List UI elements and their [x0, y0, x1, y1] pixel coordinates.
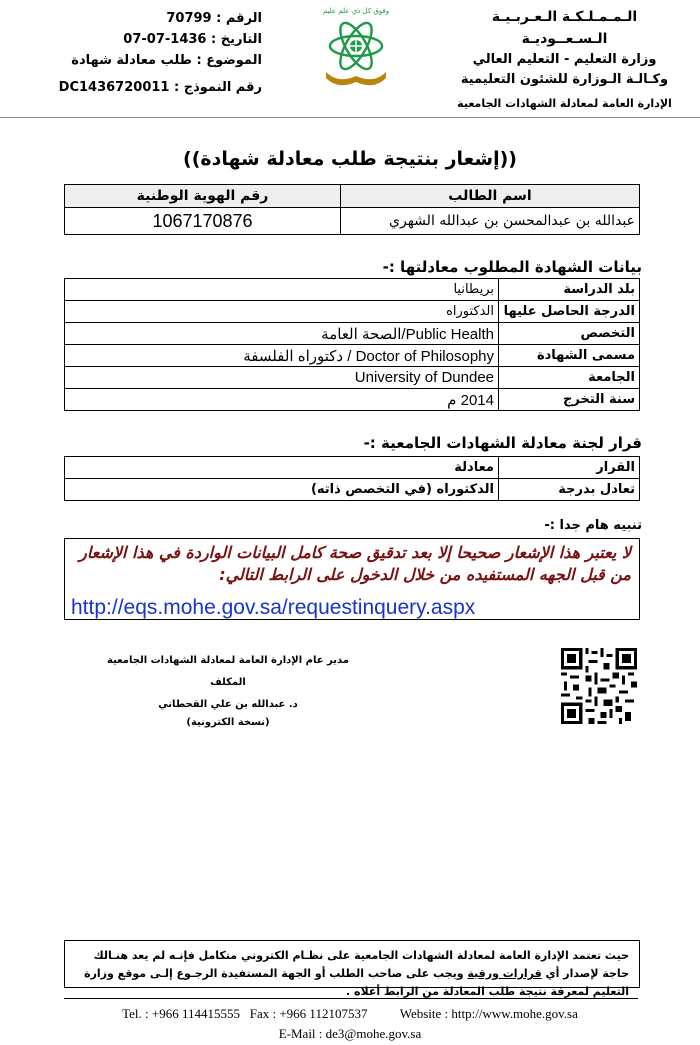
- subject-label: الموضوع :: [196, 53, 262, 68]
- university-label: الجامعة: [499, 367, 640, 389]
- notice-text: لا يعتبر هذا الإشعار صحيحا إلا بعد تدقيق صحة كامل البيانات الواردة في هذا الإشعار من قبل الجهه المستفيده من خلال الدخول على الرابط التالي:: [79, 543, 631, 584]
- student-name: عبدالله بن عبدالمحسن بن عبدالله الشهري: [341, 208, 640, 235]
- country-label: بلد الدراسة: [499, 279, 640, 301]
- ministry-header: [447, 6, 682, 114]
- model-number-row: [58, 77, 262, 98]
- qr-code: [561, 648, 637, 724]
- model-number-value: DC1436720011: [58, 80, 170, 95]
- subject-value: طلب معادلة شهادة: [71, 53, 192, 68]
- date-label: التاريخ :: [211, 32, 262, 47]
- footer-notice-part1: حيث تعتمد الإدارة العامة لمعادلة الشهادات الجامعية على نظـام الكتروني متكامل فإنـه لم يعد هنـالك حاجة لإصدار أي: [93, 949, 629, 980]
- reference-number-value: 70799: [166, 11, 212, 26]
- decision-value: معادلة: [65, 457, 499, 479]
- document-title: ((إشعار بنتيجة طلب معادلة شهادة)): [183, 148, 517, 170]
- reference-info: [58, 8, 262, 98]
- notice-title: تنبيه هام جدا :-: [544, 518, 642, 533]
- contact-info: [0, 1004, 700, 1044]
- decision-label: القرار: [499, 457, 640, 479]
- student-name-header: اسم الطالب: [341, 185, 640, 208]
- ministry-name: وزارة التعليم - التعليم العالي: [472, 52, 657, 67]
- notice-box: [64, 538, 640, 620]
- national-id: 1067170876: [65, 208, 341, 235]
- table-row: [65, 367, 640, 389]
- date-row: [64, 29, 262, 50]
- table-row: [65, 301, 640, 323]
- signature-block: [98, 650, 358, 730]
- certificate-table: [64, 278, 640, 411]
- deputy-ministry-name: وكـالـة الـوزارة للشئون التعليمية: [460, 72, 669, 87]
- reference-number-row: [64, 8, 262, 29]
- reference-number-label: الرقم :: [216, 11, 262, 26]
- decision-section-title: قرار لجنة معادلة الشهادات الجامعية :-: [363, 434, 642, 452]
- footer-notice-box: [64, 940, 640, 998]
- signatory-name: د. عبدالله بن علي القحطاني: [158, 699, 298, 710]
- verification-link[interactable]: http://eqs.mohe.gov.sa/requestinquery.aspx: [71, 596, 476, 619]
- footer-notice-part2: ويجب على صاحب الطلب أو الجهة المستفيدة الرجـوع إلـى موقع وزارة التعليم لمعرفة نتيجة طلب المعادلة من الرابط أعلاه .: [84, 967, 629, 998]
- logo-motto: وفوق كل ذي علم عليم: [322, 7, 390, 15]
- certificate-title-value: Doctor of Philosophy / دكتوراه الفلسفة: [65, 345, 499, 367]
- table-row: [65, 323, 640, 345]
- table-row: [65, 479, 640, 501]
- degree-value: الدكتوراه: [65, 301, 499, 323]
- table-row: [65, 457, 640, 479]
- department-name: الإدارة العامة لمعادلة الشهادات الجامعية: [457, 97, 672, 110]
- footer-notice-text: [69, 947, 629, 1001]
- subject-row: [64, 50, 262, 71]
- graduation-year-label: سنة التخرج: [499, 389, 640, 411]
- graduation-year-value: 2014 م: [65, 389, 499, 411]
- table-row: [65, 345, 640, 367]
- national-id-header: رقم الهوية الوطنية: [65, 185, 341, 208]
- student-table: [64, 184, 640, 235]
- date-value: 1436-07-07: [123, 32, 207, 47]
- decision-table: [64, 456, 640, 501]
- university-value: University of Dundee: [65, 367, 499, 389]
- specialization-label: التخصص: [499, 323, 640, 345]
- equivalent-degree-value: الدكتوراه (في التخصص ذاته): [65, 479, 499, 501]
- equivalent-degree-label: تعادل بدرجة: [499, 479, 640, 501]
- electronic-copy-note: (نسخة الكترونية): [186, 717, 270, 728]
- kingdom-name: الـمـمـلـكـة الـعـربـيـة الـسـعــوديـة: [491, 9, 638, 47]
- table-row: [65, 279, 640, 301]
- ministry-logo: [318, 2, 394, 90]
- table-row: [65, 389, 640, 411]
- contact-email: E-Mail : de3@mohe.gov.sa: [278, 1026, 422, 1041]
- footer-notice-underlined: قرارات ورقية: [467, 967, 542, 980]
- specialization-value: Public Health/الصحة العامة: [65, 323, 499, 345]
- contact-phone-fax-website: Tel. : +966 114415555 Fax : +966 112107537 Website : http://www.mohe.gov.sa: [122, 1006, 578, 1021]
- country-value: بريطانيا: [65, 279, 499, 301]
- degree-label: الدرجة الحاصل عليها: [499, 301, 640, 323]
- certificate-section-title: بيانات الشهادة المطلوب معادلتها :-: [382, 258, 642, 276]
- header-divider: [0, 117, 700, 118]
- footer-divider: [64, 998, 638, 999]
- certificate-title-label: مسمى الشهادة: [499, 345, 640, 367]
- model-number-label: رقم النموذج :: [174, 80, 262, 95]
- signatory-position: مدير عام الإدارة العامة لمعادلة الشهادات الجامعية المكلف: [107, 655, 349, 688]
